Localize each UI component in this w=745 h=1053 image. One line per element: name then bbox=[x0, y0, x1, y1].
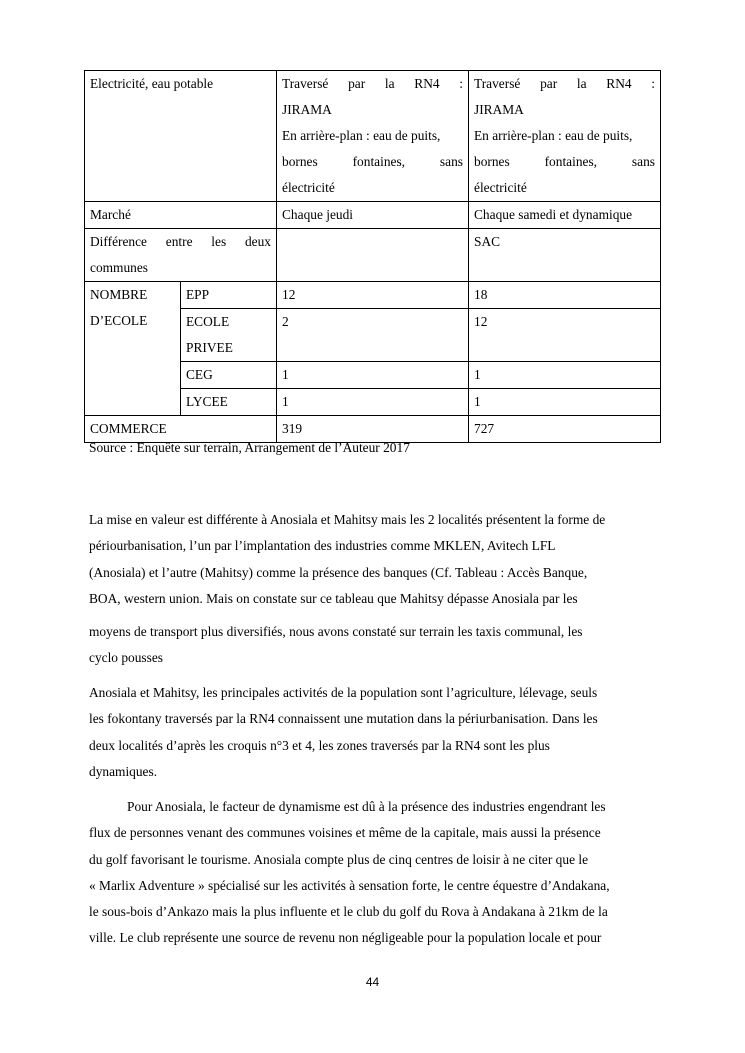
cell-ceg-col1: 1 bbox=[277, 362, 469, 389]
ecole-type-epp: EPP bbox=[181, 282, 277, 309]
cell-electricite-col1: Traversé par la RN4 : JIRAMA En arrière-plan : eau de puits, bornes fontaines, sans électricité bbox=[277, 71, 469, 202]
cell-marche-col1: Chaque jeudi bbox=[277, 202, 469, 229]
row-label-nombre-ecole: NOMBRE D’ECOLE bbox=[85, 282, 181, 416]
paragraph-line: La mise en valeur est différente à Anosiala et Mahitsy mais les 2 localités présentent la forme de bbox=[89, 512, 606, 527]
paragraph-line: deux localités d’après les croquis n°3 et 4, les zones traversés par la RN4 sont les plus bbox=[89, 737, 550, 753]
comparison-table bbox=[84, 70, 661, 443]
paragraph-line: périourbanisation, l’un par l’implantation des industries comme MKLEN, Avitech LFL bbox=[89, 538, 556, 554]
table-row-difference bbox=[85, 229, 661, 282]
paragraph-line: « Marlix Adventure » spécialisé sur les activités à sensation forte, le centre équestre d’Andakana, bbox=[89, 877, 610, 893]
paragraph-line: les fokontany traversés par la RN4 connaissent une mutation dans la périurbanisation. Dans les bbox=[89, 711, 598, 727]
paragraph-1 bbox=[89, 507, 674, 612]
paragraph-line: cyclo pousses bbox=[89, 650, 164, 666]
cell-marche-col2: Chaque samedi et dynamique bbox=[469, 202, 661, 229]
table-row-electricite bbox=[85, 71, 661, 202]
cell-electricite-col2: Traversé par la RN4 : JIRAMA En arrière-plan : eau de puits, bornes fontaines, sans électricité bbox=[469, 71, 661, 202]
paragraph-line: (Anosiala) et l’autre (Mahitsy) comme la présence des banques (Cf. Tableau : Accès Banque, bbox=[89, 564, 588, 580]
table-source: Source : Enquête sur terrain, Arrangement de l’Auteur 2017 bbox=[89, 440, 410, 455]
paragraph-3 bbox=[89, 680, 674, 785]
row-label-commerce: COMMERCE bbox=[85, 416, 277, 443]
paragraph-line: Pour Anosiala, le facteur de dynamisme est dû à la présence des industries engendrant les bbox=[127, 799, 606, 814]
row-label-difference: Différence entre les deux communes bbox=[85, 229, 277, 282]
cell-difference-col2: SAC bbox=[469, 229, 661, 282]
paragraph-line: moyens de transport plus diversifiés, nous avons constaté sur terrain les taxis communal, les bbox=[89, 624, 583, 639]
paragraph-line: dynamiques. bbox=[89, 763, 158, 779]
cell-privee-col2: 12 bbox=[469, 309, 661, 362]
ecole-type-lycee: LYCEE bbox=[181, 389, 277, 416]
table-row-epp bbox=[85, 282, 661, 309]
row-label-marche: Marché bbox=[85, 202, 277, 229]
paragraph-4 bbox=[89, 794, 674, 952]
paragraph-line: BOA, western union. Mais on constate sur ce tableau que Mahitsy dépasse Anosiala par les bbox=[89, 590, 578, 606]
cell-privee-col1: 2 bbox=[277, 309, 469, 362]
paragraph-line: le sous-bois d’Ankazo mais la plus influente et le club du golf du Rova à Andakana à 21km de la bbox=[89, 904, 608, 920]
cell-commerce-col1: 319 bbox=[277, 416, 469, 443]
row-label-electricite: Electricité, eau potable bbox=[85, 71, 277, 202]
paragraph-line: flux de personnes venant des communes voisines et même de la capitale, mais aussi la présence bbox=[89, 825, 601, 841]
cell-epp-col2: 18 bbox=[469, 282, 661, 309]
ecole-type-ceg: CEG bbox=[181, 362, 277, 389]
cell-commerce-col2: 727 bbox=[469, 416, 661, 443]
paragraph-2 bbox=[89, 619, 674, 672]
cell-difference-col1 bbox=[277, 229, 469, 282]
cell-lycee-col1: 1 bbox=[277, 389, 469, 416]
cell-lycee-col2: 1 bbox=[469, 389, 661, 416]
page-number: 44 bbox=[365, 975, 380, 989]
cell-ceg-col2: 1 bbox=[469, 362, 661, 389]
paragraph-line: du golf favorisant le tourisme. Anosiala compte plus de cinq centres de loisir à ne citer que le bbox=[89, 851, 589, 867]
table-row-marche bbox=[85, 202, 661, 229]
cell-epp-col1: 12 bbox=[277, 282, 469, 309]
ecole-type-privee: ECOLE PRIVEE bbox=[181, 309, 277, 362]
paragraph-line: ville. Le club représente une source de revenu non négligeable pour la population locale et pour bbox=[89, 930, 602, 946]
paragraph-line: Anosiala et Mahitsy, les principales activités de la population sont l’agriculture, lélevage, seuls bbox=[89, 685, 598, 700]
